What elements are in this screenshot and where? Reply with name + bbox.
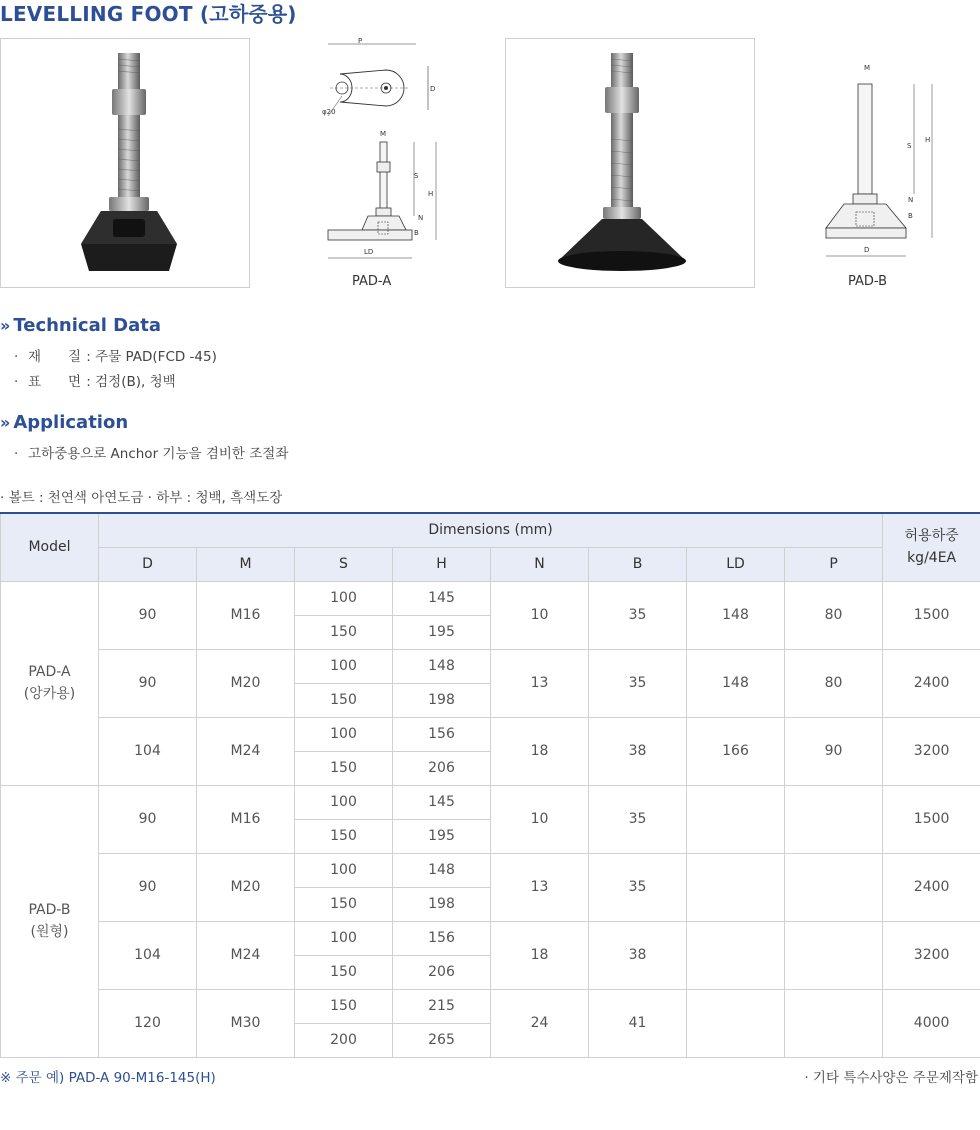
custom-order-note: · 기타 특수사양은 주문제작함: [804, 1070, 978, 1086]
header-model: Model: [1, 513, 99, 581]
cell-load: 2400: [883, 649, 980, 717]
spec-value: : 검정(B), 청백: [82, 374, 176, 390]
cell-load: 3200: [883, 921, 980, 989]
figure-label-pad-a: PAD-A: [352, 274, 392, 289]
technical-drawing-pad-a: [300, 36, 450, 264]
model-cell: [1, 785, 99, 1057]
double-chevron-icon: »: [0, 316, 11, 335]
page-title: LEVELLING FOOT (고하중용): [0, 2, 297, 26]
table-body: [1, 581, 980, 1057]
cell-b: 35: [589, 581, 687, 649]
cell-n: 24: [491, 989, 589, 1057]
cell-s: 150: [295, 887, 393, 921]
header-load-line2: kg/4EA: [907, 550, 957, 567]
cell-n: 10: [491, 785, 589, 853]
header-col-h: H: [393, 547, 491, 581]
dim-label-s: S: [414, 172, 419, 180]
cell-s: 150: [295, 989, 393, 1023]
dim-label-phi: φ20: [322, 108, 336, 116]
cell-b: 41: [589, 989, 687, 1057]
technical-data-heading: [0, 315, 161, 336]
header-col-b: B: [589, 547, 687, 581]
cell-d: 90: [99, 853, 197, 921]
cell-s: 150: [295, 683, 393, 717]
cell-h: 265: [393, 1023, 491, 1057]
cell-load: 4000: [883, 989, 980, 1057]
dim-label-ld: LD: [364, 248, 374, 256]
cell-p: [785, 989, 883, 1057]
cell-d: 104: [99, 921, 197, 989]
cell-m: M30: [197, 989, 295, 1057]
application-item: [14, 442, 288, 462]
cell-h: 206: [393, 751, 491, 785]
cell-p: [785, 921, 883, 989]
finish-note: · 볼트 : 천연색 아연도금 · 하부 : 청백, 흑색도장: [0, 490, 283, 506]
cell-ld: 148: [687, 581, 785, 649]
product-photo-pad-a: [0, 38, 250, 288]
cell-p: 90: [785, 717, 883, 785]
cell-s: 150: [295, 955, 393, 989]
pad-b-photo-illustration: [506, 39, 754, 287]
dim-label-m: M: [864, 64, 871, 72]
model-cell: [1, 581, 99, 785]
pad-a-photo-illustration: [1, 39, 249, 287]
cell-h: 198: [393, 887, 491, 921]
cell-ld: [687, 853, 785, 921]
cell-h: 195: [393, 615, 491, 649]
cell-h: 206: [393, 955, 491, 989]
header-col-m: M: [197, 547, 295, 581]
cell-p: 80: [785, 649, 883, 717]
technical-data-heading-text: Technical Data: [13, 315, 161, 336]
cell-load: 1500: [883, 581, 980, 649]
cell-s: 100: [295, 649, 393, 683]
model-name: PAD-A: [28, 664, 71, 680]
dimensions-table: [0, 512, 980, 1058]
header-col-n: N: [491, 547, 589, 581]
cell-m: M24: [197, 717, 295, 785]
cell-ld: [687, 785, 785, 853]
cell-h: 145: [393, 785, 491, 819]
cell-d: 104: [99, 717, 197, 785]
figure-label-pad-b: PAD-B: [848, 274, 888, 289]
cell-p: [785, 853, 883, 921]
cell-s: 100: [295, 921, 393, 955]
cell-n: 10: [491, 581, 589, 649]
cell-s: 200: [295, 1023, 393, 1057]
cell-m: M20: [197, 649, 295, 717]
spec-bullet: ·: [14, 349, 19, 365]
cell-s: 150: [295, 751, 393, 785]
cell-s: 100: [295, 581, 393, 615]
application-heading: [0, 412, 128, 433]
cell-m: M16: [197, 785, 295, 853]
model-name: PAD-B: [28, 902, 71, 918]
table-row: [1, 717, 980, 751]
cell-ld: 148: [687, 649, 785, 717]
cell-b: 35: [589, 853, 687, 921]
cell-h: 148: [393, 649, 491, 683]
dim-label-d: D: [430, 85, 436, 93]
cell-b: 38: [589, 921, 687, 989]
dim-label-d: D: [864, 246, 870, 254]
technical-drawing-pad-b: [822, 60, 942, 265]
header-load-line1: 허용하중: [904, 528, 959, 545]
cell-h: 156: [393, 921, 491, 955]
spec-term: 표 면: [28, 374, 82, 390]
spec-value: : 주물 PAD(FCD -45): [82, 349, 217, 365]
table-row: [1, 853, 980, 887]
table-row: [1, 649, 980, 683]
cell-d: 90: [99, 581, 197, 649]
order-example-note: ※ 주문 예) PAD-A 90-M16-145(H): [0, 1070, 216, 1086]
cell-h: 148: [393, 853, 491, 887]
cell-b: 35: [589, 785, 687, 853]
spec-term: 재 질: [28, 349, 82, 365]
cell-s: 150: [295, 615, 393, 649]
cell-d: 90: [99, 649, 197, 717]
double-chevron-icon: »: [0, 413, 11, 432]
header-col-s: S: [295, 547, 393, 581]
cell-load: 2400: [883, 853, 980, 921]
dim-label-b: B: [908, 212, 913, 220]
cell-s: 100: [295, 785, 393, 819]
dim-label-p: P: [358, 37, 363, 45]
cell-h: 195: [393, 819, 491, 853]
cell-d: 120: [99, 989, 197, 1057]
cell-b: 38: [589, 717, 687, 785]
dim-label-s: S: [907, 142, 912, 150]
cell-h: 198: [393, 683, 491, 717]
model-type: (원형): [30, 924, 69, 940]
cell-p: [785, 785, 883, 853]
header-allowable-load: [883, 513, 980, 581]
spec-item-material: [14, 345, 217, 365]
product-photo-pad-b: [505, 38, 755, 288]
dim-label-n: N: [418, 214, 424, 222]
spec-item-surface: [14, 370, 176, 390]
header-col-p: P: [785, 547, 883, 581]
cell-m: M24: [197, 921, 295, 989]
application-heading-text: Application: [13, 412, 129, 433]
cell-s: 100: [295, 717, 393, 751]
cell-h: 145: [393, 581, 491, 615]
cell-b: 35: [589, 649, 687, 717]
cell-d: 90: [99, 785, 197, 853]
table-row: [1, 921, 980, 955]
cell-s: 100: [295, 853, 393, 887]
header-col-ld: LD: [687, 547, 785, 581]
cell-ld: [687, 989, 785, 1057]
spec-bullet: ·: [14, 374, 19, 390]
table-row: [1, 785, 980, 819]
table-row: [1, 581, 980, 615]
cell-n: 18: [491, 717, 589, 785]
dim-label-b: B: [414, 229, 419, 237]
cell-n: 13: [491, 649, 589, 717]
cell-ld: 166: [687, 717, 785, 785]
dim-label-h: H: [428, 190, 434, 198]
cell-h: 215: [393, 989, 491, 1023]
header-dimensions: Dimensions (mm): [99, 513, 883, 547]
cell-m: M20: [197, 853, 295, 921]
cell-load: 1500: [883, 785, 980, 853]
dim-label-h: H: [925, 136, 931, 144]
cell-n: 13: [491, 853, 589, 921]
dim-label-n: N: [908, 196, 914, 204]
header-col-d: D: [99, 547, 197, 581]
cell-m: M16: [197, 581, 295, 649]
cell-s: 150: [295, 819, 393, 853]
application-value: 고하중용으로 Anchor 기능을 겸비한 조절좌: [28, 446, 289, 462]
cell-p: 80: [785, 581, 883, 649]
cell-h: 156: [393, 717, 491, 751]
cell-load: 3200: [883, 717, 980, 785]
dim-label-m: M: [380, 130, 387, 138]
application-bullet: ·: [14, 446, 19, 462]
cell-ld: [687, 921, 785, 989]
cell-n: 18: [491, 921, 589, 989]
model-type: (앙카용): [23, 686, 76, 702]
table-row: [1, 989, 980, 1023]
